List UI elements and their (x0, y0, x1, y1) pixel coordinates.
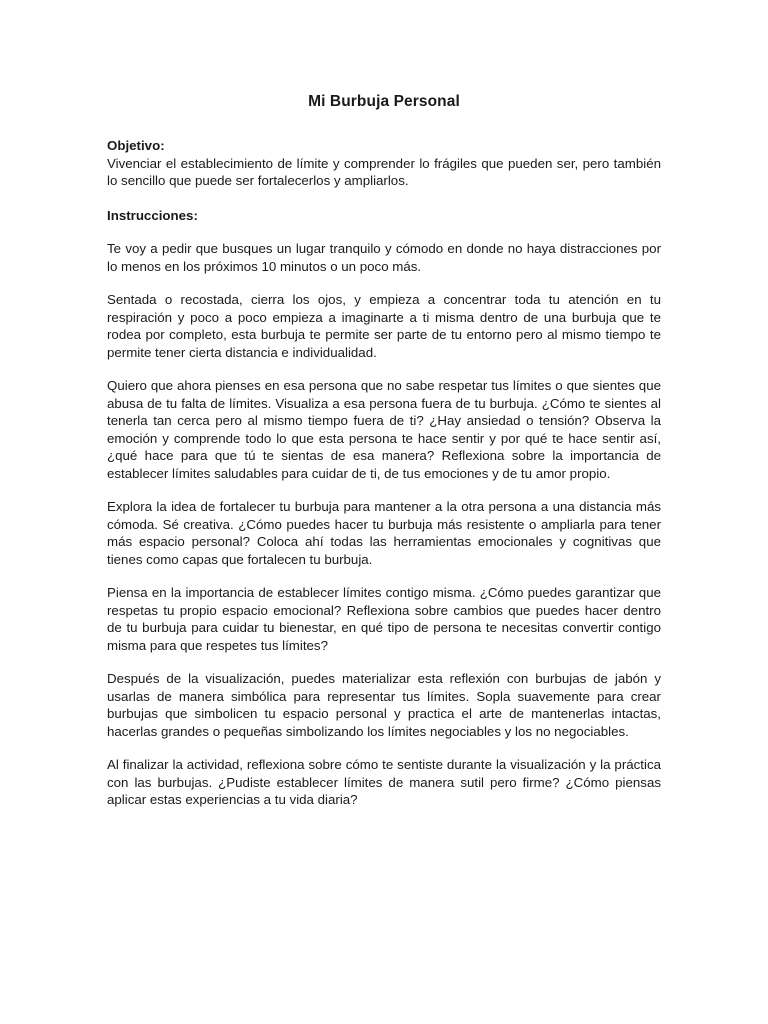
paragraph-2: Sentada o recostada, cierra los ojos, y empieza a concentrar toda tu atención en tu respiración y poco a poco empieza a imaginarte a ti misma dentro de una burbuja que te rodea por completo, esta burbuja te permite ser parte de tu entorno pero al mismo tiempo te permite tener cierta distancia e individualidad. (107, 292, 661, 360)
paragraph-1: Te voy a pedir que busques un lugar tranquilo y cómodo en donde no haya distracciones por lo menos en los próximos 10 minutos o un poco más. (107, 241, 661, 274)
objective-label: Objetivo: (107, 138, 165, 153)
objective-text: Vivenciar el establecimiento de límite y comprender lo frágiles que pueden ser, pero también lo sencillo que puede ser fortalecerlos y ampliarlos. (107, 155, 661, 188)
spacer (107, 275, 661, 291)
paragraph-5: Piensa en la importancia de establecer límites contigo misma. ¿Cómo puedes garantizar que respetas tu propio espacio emocional? Reflexiona sobre cambios que puedes hacer dentro de tu burbuja para cuidar tu bienestar, en qué tipo de persona te necesitas convertir contigo misma para que respetes tus límites? (107, 585, 661, 653)
spacer (107, 740, 661, 756)
paragraph-6: Después de la visualización, puedes materializar esta reflexión con burbujas de jabón y usarlas de manera simbólica para representar tus límites. Sopla suavemente para crear burbujas que simbolicen tu espacio personal y practica el arte de mantenerlas intactas, hacerlas grandes o pequeñas simbolizando los límites negociables y los no negociables. (107, 671, 661, 739)
paragraph-4: Explora la idea de fortalecer tu burbuja para mantener a la otra persona a una distancia más cómoda. Sé creativa. ¿Cómo puedes hacer tu burbuja más resistente o ampliarla para tener más espacio personal? Coloca ahí todas las herramientas emocionales y cognitivas que tienes como capas que fortalecen tu burbuja. (107, 499, 661, 567)
spacer (107, 482, 661, 498)
instructions-label: Instrucciones: (107, 207, 198, 223)
spacer (107, 224, 661, 240)
paragraph-7: Al finalizar la actividad, reflexiona sobre cómo te sentiste durante la visualización y la práctica con las burbujas. ¿Pudiste establecer límites de manera sutil pero firme? ¿Cómo piensas aplicar estas experiencias a tu vida diaria? (107, 757, 661, 807)
spacer (107, 568, 661, 584)
document-page (107, 93, 661, 809)
document-title: Mi Burbuja Personal (308, 93, 460, 110)
paragraph-3: Quiero que ahora pienses en esa persona que no sabe respetar tus límites o que sientes que abusa de tu falta de límites. Visualiza a esa persona fuera de tu burbuja. ¿Cómo te sientes al tenerla tan cerca pero al mismo tiempo fuera de ti? ¿Hay ansiedad o tensión? Observa la emoción y comprende todo lo que esta persona te hace sentir y por qué te hace sentir así, ¿qué hace para que tú te sientas de esa manera? Reflexiona sobre la importancia de establecer límites saludables para cuidar de ti, de tus emociones y de tu amor propio. (107, 378, 661, 481)
spacer (107, 361, 661, 377)
spacer (107, 190, 661, 207)
spacer (107, 654, 661, 670)
